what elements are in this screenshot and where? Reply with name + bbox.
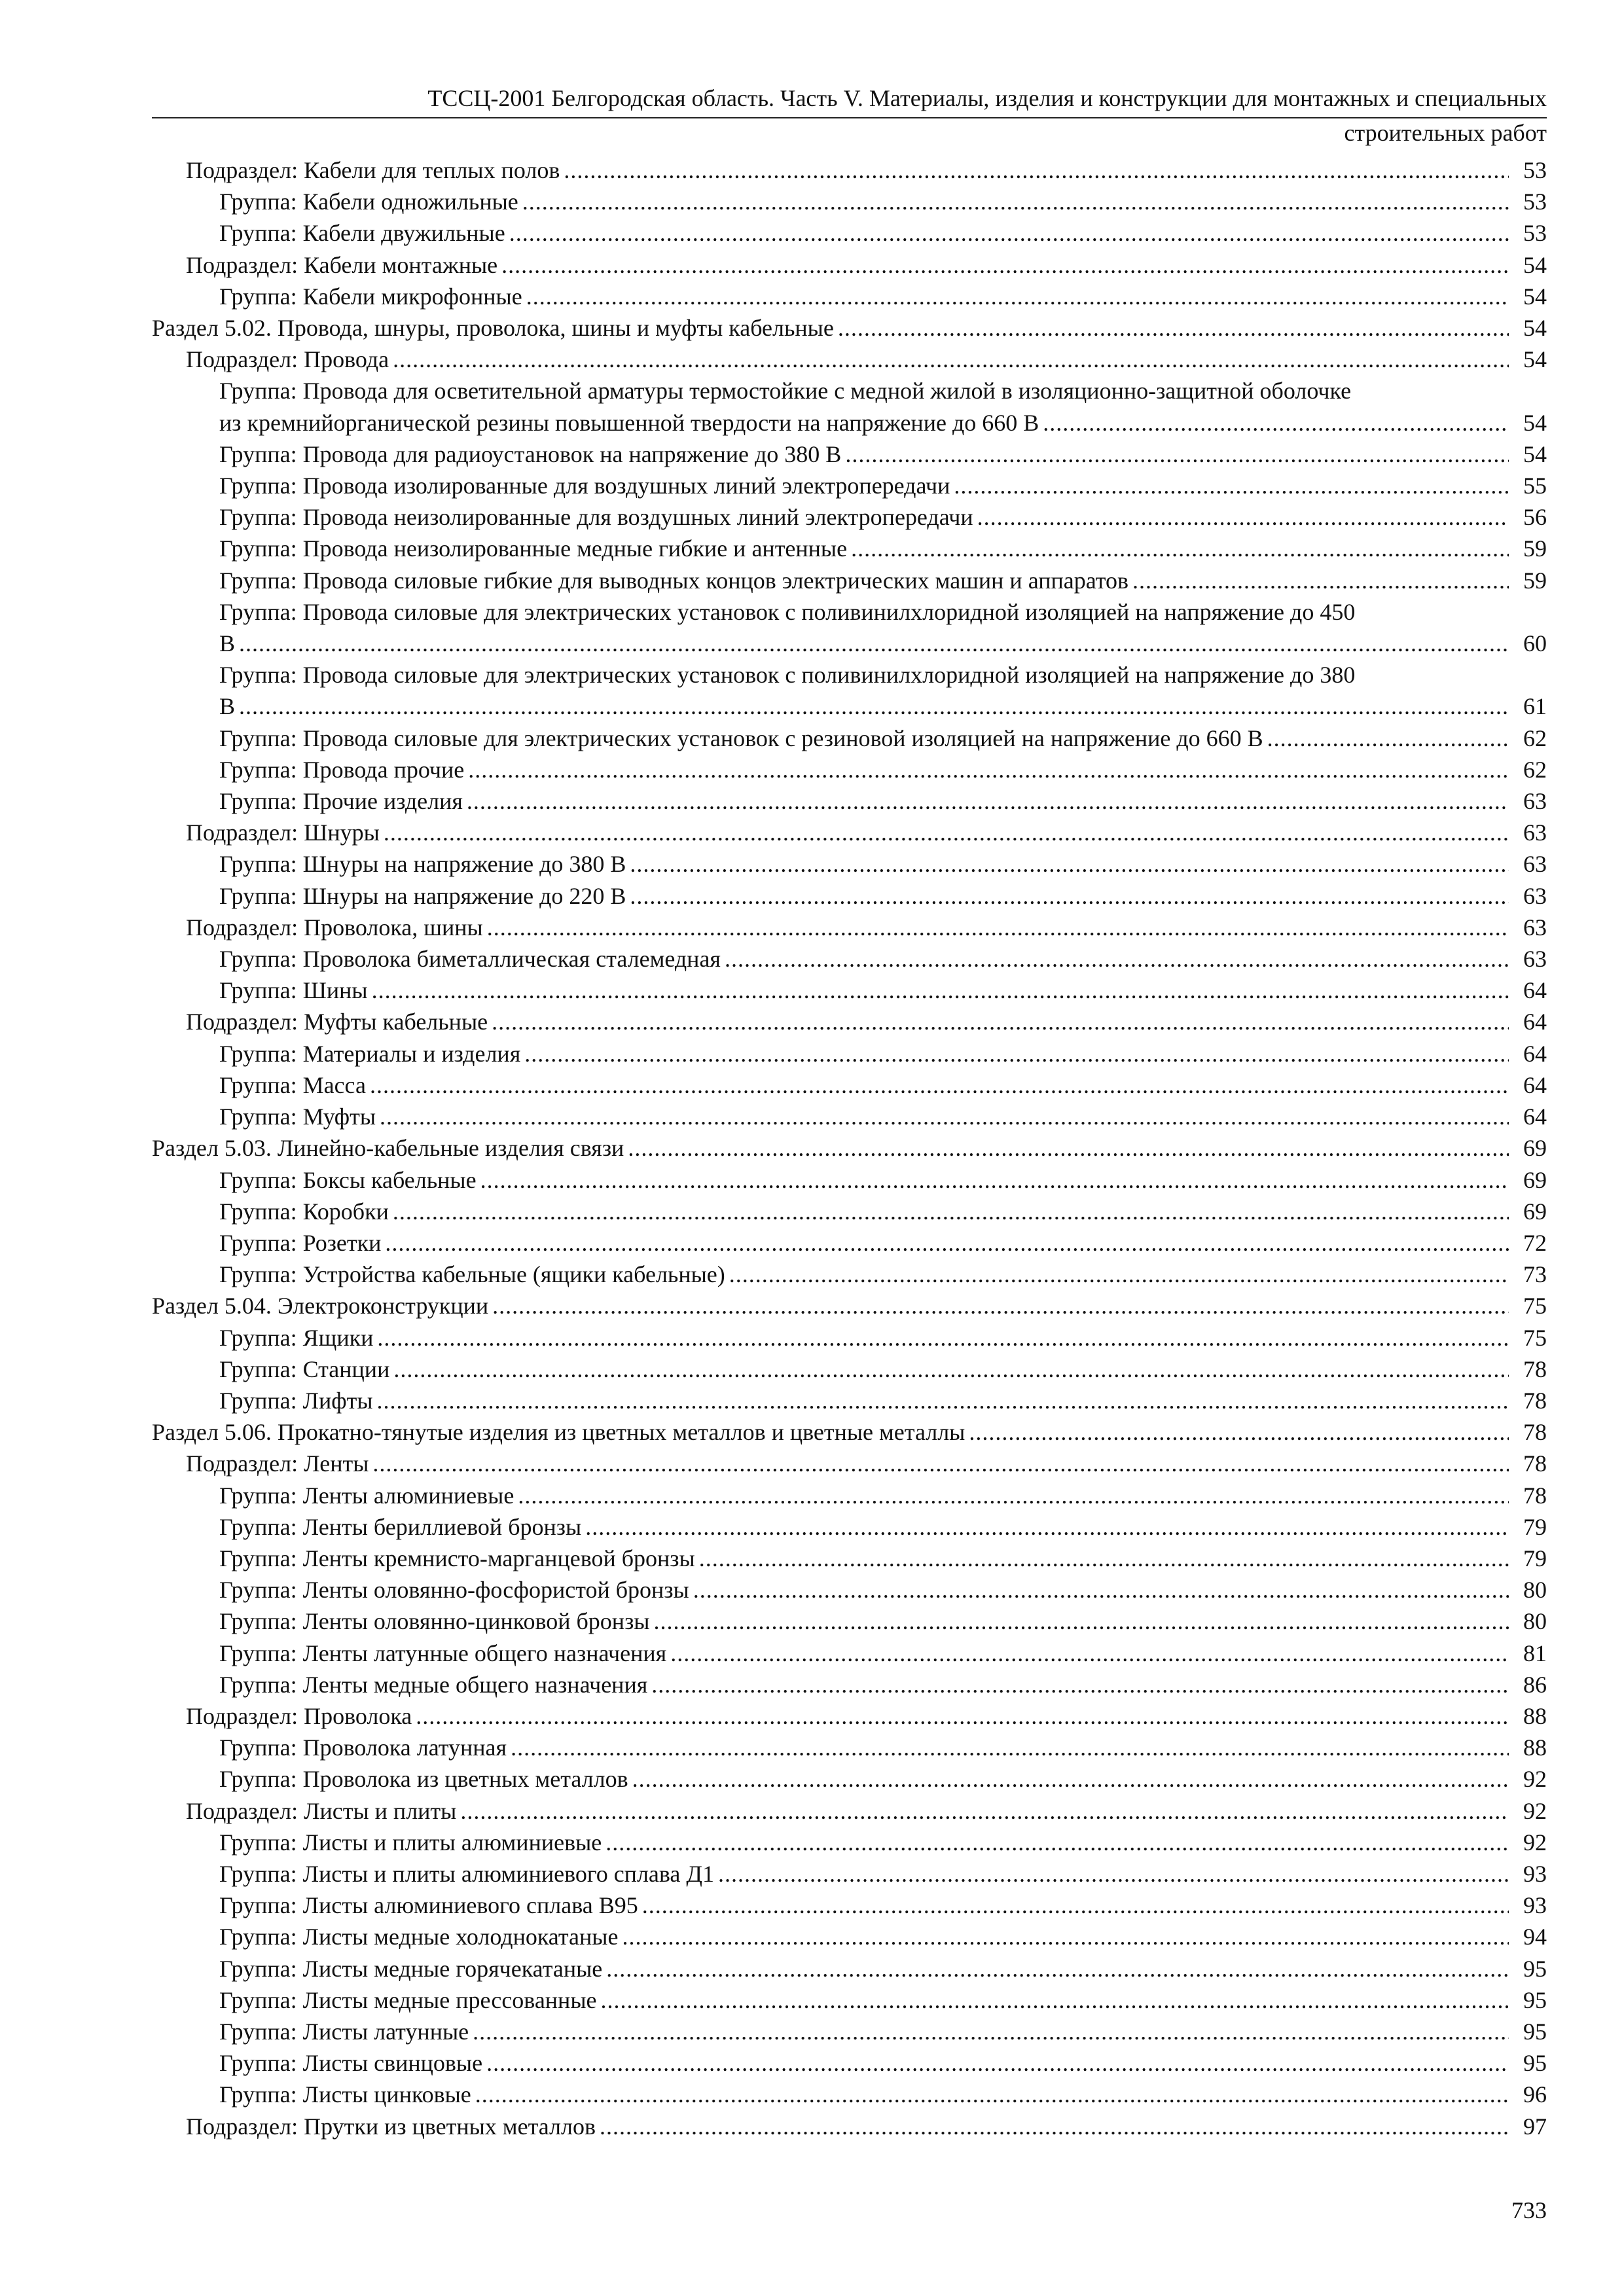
toc-entry-label: Подраздел: Листы и плиты [186, 1797, 457, 1824]
toc-leader-dots [845, 439, 1509, 470]
toc-page-number: 60 [1523, 630, 1547, 657]
toc-group[interactable] [152, 1763, 1547, 1795]
toc-leader-dots [384, 817, 1509, 848]
toc-page-number: 54 [1523, 440, 1547, 467]
toc-leader-dots [622, 1921, 1509, 1952]
toc-group[interactable] [152, 1101, 1547, 1132]
toc-page-number: 62 [1523, 756, 1547, 783]
toc-group[interactable] [152, 533, 1547, 564]
toc-leader-dots [239, 691, 1509, 722]
toc-page-number: 79 [1523, 1513, 1547, 1540]
toc-group[interactable] [152, 470, 1547, 501]
toc-page-number: 62 [1523, 725, 1547, 751]
toc-page-number: 56 [1523, 504, 1547, 531]
toc-entry-line [219, 691, 1547, 722]
toc-leader-dots [393, 344, 1509, 375]
toc-entry-label: Группа: Провода для осветительной арматуры термостойкие с медной жилой в изоляционно-защитной оболочке [219, 378, 1352, 404]
toc-group[interactable] [152, 1984, 1547, 2016]
toc-page-number: 54 [1523, 315, 1547, 342]
toc-leader-dots [377, 1385, 1509, 1416]
toc-entry-label: Группа: Коробки [219, 1198, 389, 1225]
toc-entry-label: Группа: Листы цинковые [219, 2081, 471, 2108]
toc-entry-label: Группа: Провода силовые для электрических установок с поливинилхлоридной изоляцией на напряжение до 380 [219, 662, 1356, 689]
toc-leader-dots [473, 2016, 1509, 2047]
toc-group[interactable] [152, 1259, 1547, 1290]
toc-group[interactable] [152, 1732, 1547, 1763]
toc-entry-label: Раздел 5.03. Линейно-кабельные изделия связи [152, 1135, 624, 1162]
toc-page-number: 88 [1523, 1734, 1547, 1761]
toc-entry-label-continued: В [219, 693, 236, 720]
toc-entry-label: Подраздел: Шнуры [186, 819, 380, 846]
toc-page-number: 64 [1523, 977, 1547, 1004]
toc-leader-dots [377, 1322, 1509, 1354]
toc-group[interactable] [152, 565, 1547, 596]
toc-group[interactable] [152, 375, 1547, 438]
toc-subsection[interactable] [152, 1700, 1547, 1732]
toc-entry-label: Группа: Боксы кабельные [219, 1166, 477, 1193]
toc-page-number: 94 [1523, 1924, 1547, 1950]
toc-leader-dots [1267, 723, 1509, 754]
toc-group[interactable] [152, 1574, 1547, 1605]
toc-leader-dots [475, 2079, 1509, 2110]
toc-entry-label: Группа: Устройства кабельные (ящики кабельные) [219, 1261, 725, 1288]
toc-group[interactable] [152, 596, 1547, 659]
toc-leader-dots [526, 281, 1509, 312]
toc-entry-line [219, 407, 1547, 439]
toc-leader-dots [838, 312, 1509, 344]
toc-entry-line [219, 628, 1547, 659]
toc-page-number: 53 [1523, 157, 1547, 183]
toc-section[interactable] [152, 1416, 1547, 1448]
toc-leader-dots [524, 1038, 1509, 1069]
toc-page-number: 63 [1523, 946, 1547, 973]
toc-entry-label: Подраздел: Проволока, шины [186, 914, 483, 941]
toc-entry-label: Группа: Ленты бериллиевой бронзы [219, 1513, 582, 1540]
toc-entry-label: Подраздел: Проволока [186, 1702, 412, 1729]
toc-subsection[interactable] [152, 912, 1547, 943]
toc-section[interactable] [152, 1290, 1547, 1321]
toc-leader-dots [372, 975, 1509, 1006]
toc-leader-dots [509, 217, 1509, 249]
toc-entry-label: Группа: Проволока латунная [219, 1734, 507, 1761]
toc-entry-label: Группа: Листы медные горячекатаные [219, 1955, 603, 1982]
toc-entry-label: Группа: Провода неизолированные медные гибкие и антенные [219, 535, 848, 562]
toc-leader-dots [393, 1196, 1509, 1227]
toc-group[interactable] [152, 1038, 1547, 1069]
toc-group[interactable] [152, 659, 1547, 722]
toc-page-number: 92 [1523, 1797, 1547, 1824]
toc-entry-label-continued: из кремнийорганической резины повышенной твердости на напряжение до 660 В [219, 409, 1039, 436]
toc-subsection[interactable] [152, 1006, 1547, 1037]
toc-group[interactable] [152, 2016, 1547, 2047]
toc-entry-label: Группа: Провода силовые для электрических установок с поливинилхлоридной изоляцией на напряжение до 450 [219, 598, 1356, 625]
toc-subsection[interactable] [152, 154, 1547, 186]
toc-entry-label: Подраздел: Прутки из цветных металлов [186, 2113, 596, 2140]
toc-leader-dots [693, 1574, 1509, 1605]
toc-entry-label: Группа: Ленты кремнисто-марганцевой бронзы [219, 1545, 695, 1571]
toc-group[interactable] [152, 439, 1547, 470]
toc-leader-dots [628, 1132, 1509, 1164]
toc-leader-dots [977, 501, 1509, 533]
toc-leader-dots [564, 154, 1509, 186]
toc-group[interactable] [152, 723, 1547, 754]
toc-leader-dots [518, 1480, 1509, 1511]
toc-leader-dots [393, 1354, 1509, 1385]
toc-entry-label: Подраздел: Провода [186, 346, 389, 373]
toc-entry-label: Группа: Масса [219, 1071, 366, 1098]
toc-leader-dots [380, 1101, 1509, 1132]
toc-section[interactable] [152, 312, 1547, 344]
toc-page-number: 78 [1523, 1387, 1547, 1414]
toc-entry-label: Группа: Кабели микрофонные [219, 283, 522, 310]
toc-leader-dots [239, 628, 1509, 659]
toc-leader-dots [653, 1605, 1509, 1637]
toc-leader-dots [969, 1416, 1509, 1448]
toc-group[interactable] [152, 785, 1547, 817]
toc-group[interactable] [152, 1354, 1547, 1385]
toc-page-number: 95 [1523, 2018, 1547, 2045]
toc-leader-dots [729, 1259, 1509, 1290]
toc-leader-dots [585, 1511, 1509, 1543]
toc-leader-dots [606, 1953, 1509, 1984]
toc-page-number: 54 [1523, 346, 1547, 373]
toc-leader-dots [630, 880, 1509, 912]
toc-entry-label: Группа: Провода неизолированные для воздушных линий электропередачи [219, 504, 973, 531]
toc-page-number: 78 [1523, 1355, 1547, 1382]
toc-entry-label: Группа: Ленты алюминиевые [219, 1482, 514, 1509]
toc-group[interactable] [152, 880, 1547, 912]
toc-page-number: 80 [1523, 1577, 1547, 1604]
toc-page-number: 92 [1523, 1829, 1547, 1856]
toc-page-number: 63 [1523, 882, 1547, 909]
toc-entry-label: Группа: Ленты медные общего назначения [219, 1671, 648, 1698]
toc-leader-dots [630, 848, 1509, 880]
toc-entry-label: Группа: Провода изолированные для воздушных линий электропередачи [219, 473, 950, 499]
toc-page-number: 63 [1523, 819, 1547, 846]
toc-subsection[interactable] [152, 249, 1547, 281]
toc-page-number: 93 [1523, 1892, 1547, 1919]
toc-page-number: 73 [1523, 1261, 1547, 1288]
toc-group[interactable] [152, 1638, 1547, 1669]
toc-entry-label: Группа: Кабели двужильные [219, 220, 505, 247]
toc-entry-label: Группа: Лифты [219, 1387, 373, 1414]
toc-leader-dots [501, 249, 1509, 281]
toc-entry-label: Группа: Листы медные холоднокатаные [219, 1924, 619, 1950]
toc-group[interactable] [152, 1227, 1547, 1259]
toc-page-number: 81 [1523, 1640, 1547, 1666]
toc-page-number: 93 [1523, 1860, 1547, 1887]
toc-group[interactable] [152, 1858, 1547, 1890]
toc-leader-dots [651, 1669, 1509, 1700]
toc-page-number: 53 [1523, 188, 1547, 215]
toc-group[interactable] [152, 1385, 1547, 1416]
toc-subsection[interactable] [152, 1795, 1547, 1827]
toc-group[interactable] [152, 2047, 1547, 2079]
toc-group[interactable] [152, 1069, 1547, 1101]
toc-page-number: 59 [1523, 567, 1547, 594]
toc-subsection[interactable] [152, 1448, 1547, 1479]
toc-page-number: 69 [1523, 1198, 1547, 1225]
toc-leader-dots [468, 754, 1509, 785]
toc-entry-label: Группа: Муфты [219, 1103, 376, 1130]
toc-group[interactable] [152, 1921, 1547, 1952]
toc-entry-label: Группа: Проволока биметаллическая сталемедная [219, 946, 721, 973]
toc-leader-dots [600, 2111, 1509, 2142]
toc-leader-dots [1043, 407, 1509, 439]
toc-leader-dots [954, 470, 1509, 501]
toc-page-number: 64 [1523, 1040, 1547, 1067]
toc-leader-dots [522, 186, 1509, 217]
toc-page-number: 64 [1523, 1071, 1547, 1098]
toc-page-number: 54 [1523, 409, 1547, 436]
toc-leader-dots [460, 1795, 1509, 1827]
toc-page-number: 72 [1523, 1229, 1547, 1256]
toc-entry-label: Группа: Шнуры на напряжение до 220 В [219, 882, 626, 909]
toc-entry-label: Группа: Станции [219, 1355, 390, 1382]
toc-group[interactable] [152, 1322, 1547, 1354]
toc-entry-label: Группа: Прочие изделия [219, 788, 463, 815]
toc-entry-label: Группа: Листы алюминиевого сплава В95 [219, 1892, 638, 1919]
toc-leader-dots [851, 533, 1509, 564]
toc-entry-label: Группа: Провода силовые гибкие для выводных концов электрических машин и аппаратов [219, 567, 1129, 594]
toc-page-number: 86 [1523, 1671, 1547, 1698]
toc-entry-label: Подраздел: Ленты [186, 1450, 369, 1477]
toc-leader-dots [385, 1227, 1509, 1259]
toc-entry-label: Группа: Шины [219, 977, 368, 1004]
toc-group[interactable] [152, 1669, 1547, 1700]
toc-leader-dots [642, 1890, 1509, 1921]
toc-leader-dots [725, 943, 1509, 975]
toc-leader-dots [492, 1290, 1509, 1321]
toc-page-number: 53 [1523, 220, 1547, 247]
toc-group[interactable] [152, 186, 1547, 217]
toc-leader-dots [670, 1638, 1509, 1669]
toc-page-number: 80 [1523, 1608, 1547, 1635]
toc-page-number: 63 [1523, 851, 1547, 878]
toc-entry-label: Группа: Листы латунные [219, 2018, 469, 2045]
toc-leader-dots [480, 1164, 1509, 1196]
toc-entry-label: Группа: Кабели одножильные [219, 188, 518, 215]
toc-group[interactable] [152, 943, 1547, 975]
toc-page-number: 54 [1523, 251, 1547, 278]
toc-group[interactable] [152, 1827, 1547, 1858]
toc-section[interactable] [152, 1132, 1547, 1164]
toc-entry-label: Группа: Ящики [219, 1324, 374, 1351]
toc-group[interactable] [152, 1543, 1547, 1574]
toc-leader-dots [416, 1700, 1509, 1732]
toc-group[interactable] [152, 501, 1547, 533]
toc-group[interactable] [152, 1511, 1547, 1543]
toc-page-number: 61 [1523, 693, 1547, 720]
toc-page-number: 95 [1523, 2050, 1547, 2077]
toc-entry-label: Группа: Материалы и изделия [219, 1040, 521, 1067]
toc-page-number: 95 [1523, 1986, 1547, 2013]
toc-entry-label: Группа: Ленты латунные общего назначения [219, 1640, 667, 1666]
toc-leader-dots [605, 1827, 1509, 1858]
toc-page-number: 79 [1523, 1545, 1547, 1571]
toc-page-number: 69 [1523, 1135, 1547, 1162]
toc-group[interactable] [152, 1480, 1547, 1511]
table-of-contents [152, 154, 1547, 2142]
toc-entry-label: Раздел 5.04. Электроконструкции [152, 1293, 489, 1319]
toc-entry-label: Подраздел: Кабели для теплых полов [186, 157, 560, 183]
toc-leader-dots [632, 1763, 1509, 1795]
toc-leader-dots [370, 1069, 1509, 1101]
toc-entry-label-continued: В [219, 630, 236, 657]
toc-page-number: 78 [1523, 1482, 1547, 1509]
toc-page-number: 63 [1523, 914, 1547, 941]
toc-entry-label: Группа: Листы свинцовые [219, 2050, 483, 2077]
toc-leader-dots [718, 1858, 1509, 1890]
toc-leader-dots [487, 912, 1509, 943]
toc-subsection[interactable] [152, 817, 1547, 848]
toc-entry-label: Группа: Ленты оловянно-цинковой бронзы [219, 1608, 650, 1635]
toc-leader-dots [492, 1006, 1509, 1037]
toc-leader-dots [1132, 565, 1509, 596]
toc-page-number: 92 [1523, 1766, 1547, 1793]
toc-page-number: 78 [1523, 1419, 1547, 1446]
toc-entry-label: Группа: Провода прочие [219, 756, 465, 783]
toc-leader-dots [467, 785, 1509, 817]
toc-entry-label: Группа: Проволока из цветных металлов [219, 1766, 628, 1793]
toc-entry-label: Подраздел: Муфты кабельные [186, 1009, 488, 1035]
toc-entry-label: Группа: Листы и плиты алюминиевого сплава Д1 [219, 1860, 714, 1887]
toc-leader-dots [372, 1448, 1509, 1479]
toc-entry-label: Группа: Шнуры на напряжение до 380 В [219, 851, 626, 878]
toc-entry-label: Раздел 5.06. Прокатно-тянутые изделия из цветных металлов и цветные металлы [152, 1419, 965, 1446]
toc-page-number: 95 [1523, 1955, 1547, 1982]
toc-page-number: 96 [1523, 2081, 1547, 2108]
toc-leader-dots [511, 1732, 1509, 1763]
toc-page-number: 59 [1523, 535, 1547, 562]
toc-page-number: 78 [1523, 1450, 1547, 1477]
toc-page-number: 75 [1523, 1293, 1547, 1319]
toc-entry-label: Группа: Ленты оловянно-фосфористой бронзы [219, 1577, 689, 1604]
toc-group[interactable] [152, 754, 1547, 785]
toc-entry-label: Группа: Листы медные прессованные [219, 1986, 597, 2013]
toc-page-number: 69 [1523, 1166, 1547, 1193]
toc-group[interactable] [152, 848, 1547, 880]
toc-entry-label: Группа: Розетки [219, 1229, 382, 1256]
toc-leader-dots [486, 2047, 1509, 2079]
toc-page-number: 97 [1523, 2113, 1547, 2140]
toc-leader-dots [699, 1543, 1509, 1574]
toc-page-number: 54 [1523, 283, 1547, 310]
toc-page-number: 63 [1523, 788, 1547, 815]
toc-leader-dots [601, 1984, 1509, 2016]
toc-group[interactable] [152, 1953, 1547, 1984]
toc-entry-label: Группа: Провода для радиоустановок на напряжение до 380 В [219, 440, 842, 467]
toc-subsection[interactable] [152, 2111, 1547, 2142]
toc-subsection[interactable] [152, 344, 1547, 375]
toc-group[interactable] [152, 975, 1547, 1006]
toc-group[interactable] [152, 281, 1547, 312]
running-header-title: ТССЦ-2001 Белгородская область. Часть V. Материалы, изделия и конструкции для монтажных и специальных [427, 85, 1547, 111]
toc-page-number: 55 [1523, 473, 1547, 499]
toc-group[interactable] [152, 1890, 1547, 1921]
running-header-subtitle: строительных работ [1344, 120, 1547, 146]
toc-page-number: 64 [1523, 1103, 1547, 1130]
toc-entry-label: Группа: Провода силовые для электрических установок с резиновой изоляцией на напряжение до 660 В [219, 725, 1263, 751]
toc-group[interactable] [152, 1196, 1547, 1227]
toc-group[interactable] [152, 217, 1547, 249]
toc-entry-label: Подраздел: Кабели монтажные [186, 251, 498, 278]
toc-page-number: 64 [1523, 1009, 1547, 1035]
toc-group[interactable] [152, 1605, 1547, 1637]
toc-group[interactable] [152, 2079, 1547, 2110]
toc-page-number: 75 [1523, 1324, 1547, 1351]
toc-page-number: 88 [1523, 1702, 1547, 1729]
toc-group[interactable] [152, 1164, 1547, 1196]
page-number: 733 [1511, 2197, 1547, 2223]
toc-entry-label: Группа: Листы и плиты алюминиевые [219, 1829, 602, 1856]
toc-entry-label: Раздел 5.02. Провода, шнуры, проволока, шины и муфты кабельные [152, 315, 834, 342]
